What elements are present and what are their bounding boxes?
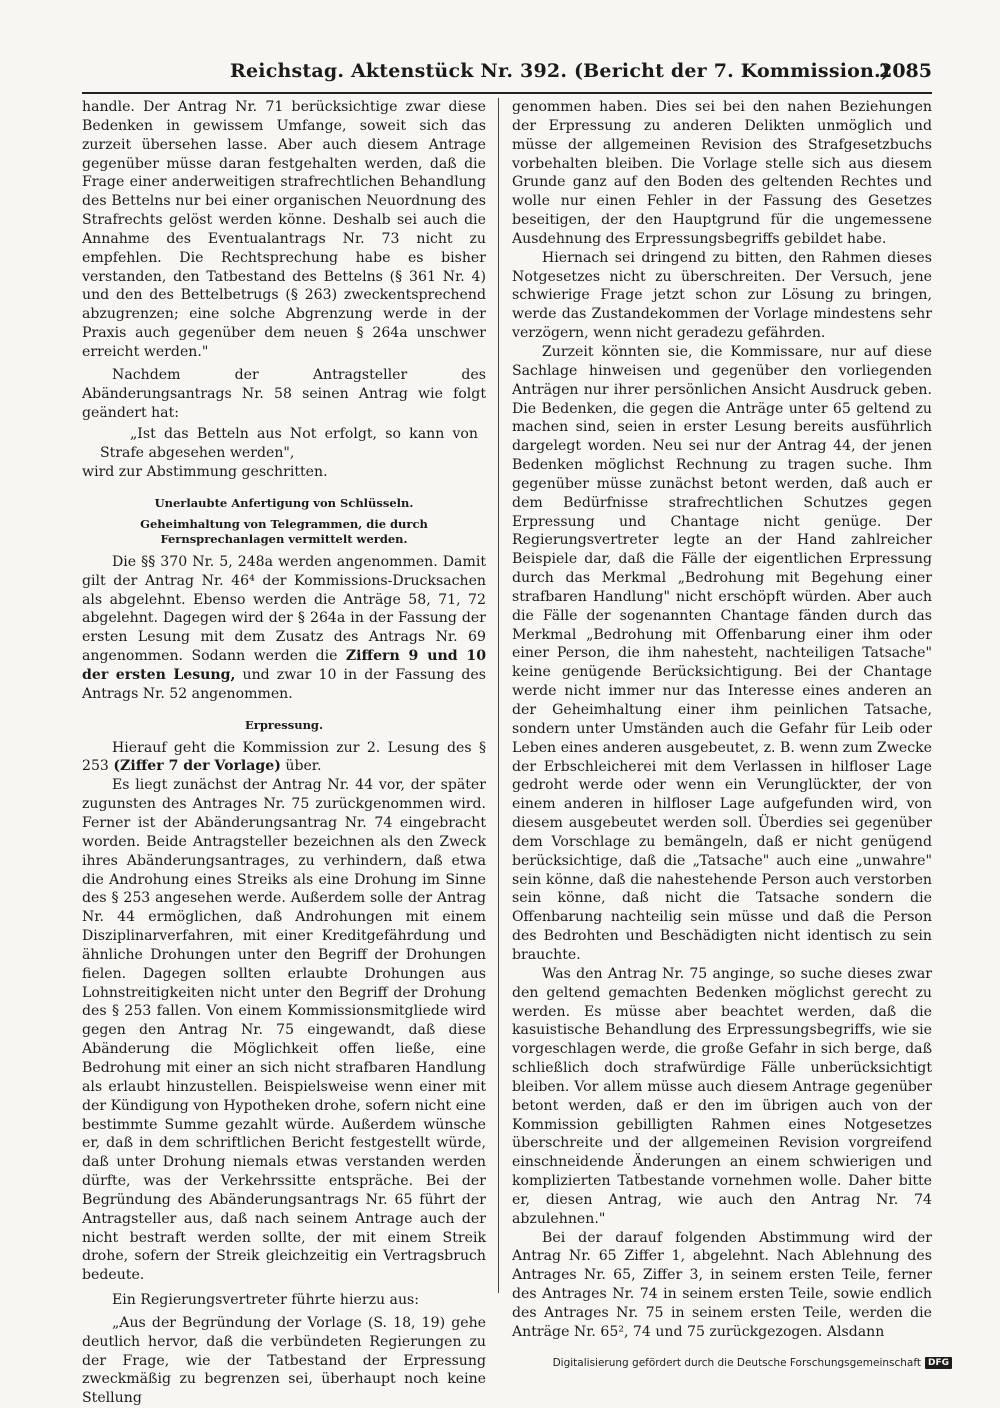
dfg-logo-icon: DFG	[925, 1357, 952, 1369]
section-heading: Geheimhaltung von Telegrammen, die durch Fernsprechanlagen vermittelt werden.	[140, 516, 428, 546]
footer-text: Digitalisierung gefördert durch die Deutsche Forschungsgemeinschaft	[552, 1357, 921, 1369]
bold-run: (Ziffer 7 der Vorlage)	[113, 758, 281, 775]
paragraph: handle. Der Antrag Nr. 71 berücksichtige zwar diese Bedenken in gewissem Umfange, soweit sich das zurzeit übersehen lasse. Aber auch diesem Antrage gegenüber müsse daran festgehalten werden, daß die Frage einer anderweitigen strafrechtlichen Behandlung des Bettelns nur bei einer organischen Neuordnung des Strafrechts gelöst werden könne. Deshalb sei auch die Annahme des Eventualantrags Nr. 73 nicht zu empfehlen. Die Rechtsprechung habe es bisher verstanden, den Tatbestand des Bettelns (§ 361 Nr. 4) und den des Bettelbetrugs (§ 263) zweckentsprechend abzugrenzen; eine solche Abgrenzung werde in der Praxis auch gegenüber dem neuen § 264a unschwer erreicht werden."	[82, 99, 486, 360]
paragraph: Zurzeit könnten sie, die Kommissare, nur auf diese Sachlage hinweisen und gegenüber den vorliegenden Anträgen nur ihrer persönlichen Ansicht Ausdruck geben. Die Bedenken, die gegen die Anträge unter 65 geltend zu machen sind, seien in erster Lesung bereits ausführlich dargelegt worden. Neu sei nur der Antrag 44, der jenen Bedenken möglichst Rechnung zu tragen suche. Ihm gegenüber müsse zunächst betont werden, daß auch er dem Bedürfnisse strafrechtlichen Schutzes gegen Erpressung und Chantage nicht genüge. Der Regierungsvertreter legte an der Hand zahlreicher Beispiele dar, daß die Fälle der eigentlichen Erpressung durch das Merkmal „Bedrohung mit Begehung einer strafbaren Handlung" nicht erschöpft würden. Aber auch die Fälle der sogenannten Chantage fänden durch das Merkmal „Bedrohung mit Offenbarung einer ihm oder einer Person, die ihm nahesteht, nachteiligen Tatsache" keine genügende Berücksichtigung. Bei der Chantage werde nicht immer nur das Interesse eines anderen an der Geheimhaltung einer ihm peinlichen Tatsache, sondern unter Umständen auch die Gefahr für Leib oder Leben eines anderen ausgebeutet, z. B. wenn zum Zwecke der Erbschleicherei mit dem Verlassen in hilfloser Lage gedroht werde oder wenn ein Verunglückter, der von einem anderen in hilfloser Lage aufgefunden wird, von diesem ausgebeutet werden soll. Überdies sei gegenüber dem Vorschlage zu bemängeln, daß er nicht genügend berücksichtige, daß die „Tatsache" auch eine „unwahre" sein könne, daß die nahestehende Person auch verstorben sein könne, daß nicht die Tatsache sondern die Offenbarung nachteilig sein müsse und daß die Person des Bedrohten und Beschädigten nicht identisch zu sein brauchte.	[512, 343, 932, 963]
section-heading: Erpressung.	[245, 717, 323, 732]
footer-credit	[553, 1357, 952, 1369]
running-title: Reichstag. Aktenstück Nr. 392. (Bericht der 7. Kommission.)	[230, 60, 891, 82]
quoted-text: „Ist das Betteln aus Not erfolgt, so kann von Strafe abgesehen werden",	[100, 426, 478, 462]
section-heading: Unerlaubte Anfertigung von Schlüsseln.	[154, 495, 414, 510]
paragraph: Bei der darauf folgenden Abstimmung wird der Antrag Nr. 65 Ziffer 1, abgelehnt. Nach Ablehnung des Antrages Nr. 65, Ziffer 3, in seinem ersten Teile, ferner des Antrages Nr. 74 in seinem ersten Teile, sowie endlich des Antrages Nr. 75 in seinem ersten Teile, werden die Anträge Nr. 65², 74 und 75 zurückgezogen. Alsdann	[512, 1229, 932, 1340]
text-run: über.	[280, 758, 322, 775]
text-run: und zwar 10 in der Fassung des Antrags Nr. 52 angenommen.	[82, 666, 486, 702]
paragraph: wird zur Abstimmung geschritten.	[82, 464, 328, 481]
paragraph: Was den Antrag Nr. 75 anginge, so suche dieses zwar den geltend gemachten Bedenken möglichst gerecht zu werden. Es müsse aber beachtet werden, daß die kasuistische Behandlung des Erpressungsbegriffs, wie sie vorgeschlagen werde, die große Gefahr in sich berge, daß schließlich doch strafwürdige Fälle unberücksichtigt bleiben. Vor allem müsse auch diesem Antrage gegenüber betont werden, daß er den im übrigen auch von der Kommission gebilligten Rahmen eines Notgesetzes überschreite und der allgemeinen Revision vorgreifend einschneidende Änderungen an einem schwierigen und komplizierten Tatbestande vornehmen wolle. Daher bitte er, diesen Antrag, wie auch den Antrag Nr. 74 abzulehnen."	[512, 965, 932, 1227]
paragraph: Ein Regierungsvertreter führte hierzu aus:	[112, 1292, 420, 1309]
paragraph: „Aus der Begründung der Vorlage (S. 18, 19) gehe deutlich hervor, daß die verbündeten Regierungen zu der Frage, wie der Tatbestand der Erpressung zweckmäßig zu begrenzen sei, überhaupt noch keine Stellung	[82, 1314, 486, 1407]
page-header	[82, 56, 932, 96]
text-run: Die §§ 370 Nr. 5, 248a werden angenommen. Damit gilt der Antrag Nr. 46⁴ der Kommissions-Drucksachen als abgelehnt. Ebenso werden die Anträge 58, 71, 72 abgelehnt. Dagegen wird der § 264a in der Fassung der ersten Lesung mit dem Zusatz des Antrags Nr. 69 angenommen. Sodann werden die	[82, 553, 486, 665]
right-column	[512, 98, 932, 1342]
bold-run: Ziffern 9 und 10 der ersten Lesung,	[82, 648, 486, 683]
page-number: 2085	[879, 60, 932, 82]
left-column	[82, 98, 486, 1408]
header-rule	[82, 92, 932, 94]
paragraph	[82, 739, 486, 777]
text-run: Hierauf geht die Kommission zur 2. Lesung des § 253	[82, 739, 486, 775]
paragraph: Hiernach sei dringend zu bitten, den Rahmen dieses Notgesetzes nicht zu überschreiten. Der Versuch, jene schwierige Frage jetzt schon zur Lösung zu bringen, werde das Zustandekommen der Vorlage mindestens sehr verzögern, wenn nicht geradezu gefährden.	[512, 249, 932, 342]
paragraph	[82, 553, 486, 704]
paragraph: Es liegt zunächst der Antrag Nr. 44 vor, der später zugunsten des Antrages Nr. 75 zurückgenommen wird. Ferner ist der Abänderungsantrag Nr. 74 eingebracht worden. Beide Antragsteller bezeichnen als den Zweck ihres Abänderungsantrages, zu verhindern, daß etwa die Androhung eines Streiks als eine Drohung im Sinne des § 253 angesehen werde. Außerdem solle der Antrag Nr. 44 ermöglichen, daß Androhungen mit einem Disziplinarverfahren, mit einer Kreditgefährdung und ähnliche Drohungen unter den Begriff der Drohungen fielen. Dagegen sollten erlaubte Drohungen aus Lohnstreitigkeiten nicht unter den Begriff der Drohung des § 253 fallen. Von einem Kommissionsmitgliede wird gegen den Antrag Nr. 75 eingewandt, daß diese Abänderung die Möglichkeit offen ließe, eine Bedrohung mit einer an sich nicht strafbaren Handlung als erlaubt hinzustellen. Beispielsweise wenn einer mit der Kündigung von Hypotheken drohe, sofern nicht eine bestimmte Summe gezahlt würde. Außerdem wünsche er, daß in dem schriftlichen Bericht festgestellt würde, daß unter Drohung niemals etwas verstanden werden dürfte, was der Verkehrssitte entspräche. Bei der Begründung des Abänderungsantrags Nr. 65 führt der Antragsteller aus, daß nach seinem Antrage auch der nicht bestraft werden sollte, der mit einem Streik drohe, sofern der Streik gleichzeitig ein Vertragsbruch bedeute.	[82, 777, 486, 1284]
paragraph: Nachdem der Antragsteller des Abänderungsantrags Nr. 58 seinen Antrag wie folgt geändert hat:	[82, 366, 486, 421]
paragraph: genommen haben. Dies sei bei den nahen Beziehungen der Erpressung zu anderen Delikten unmöglich und müsse der allgemeinen Revision des Strafgesetzbuchs vorbehalten bleiben. Die Vorlage stelle sich aus diesem Grunde ganz auf den Boden des geltenden Rechtes und wolle nur einen Fehler in der Fassung des Gesetzes beseitigen, der den Hauptgrund für die ungemessene Ausdehnung des Erpressungsbegriffs gebildet habe.	[512, 99, 932, 247]
column-divider	[498, 98, 499, 1293]
